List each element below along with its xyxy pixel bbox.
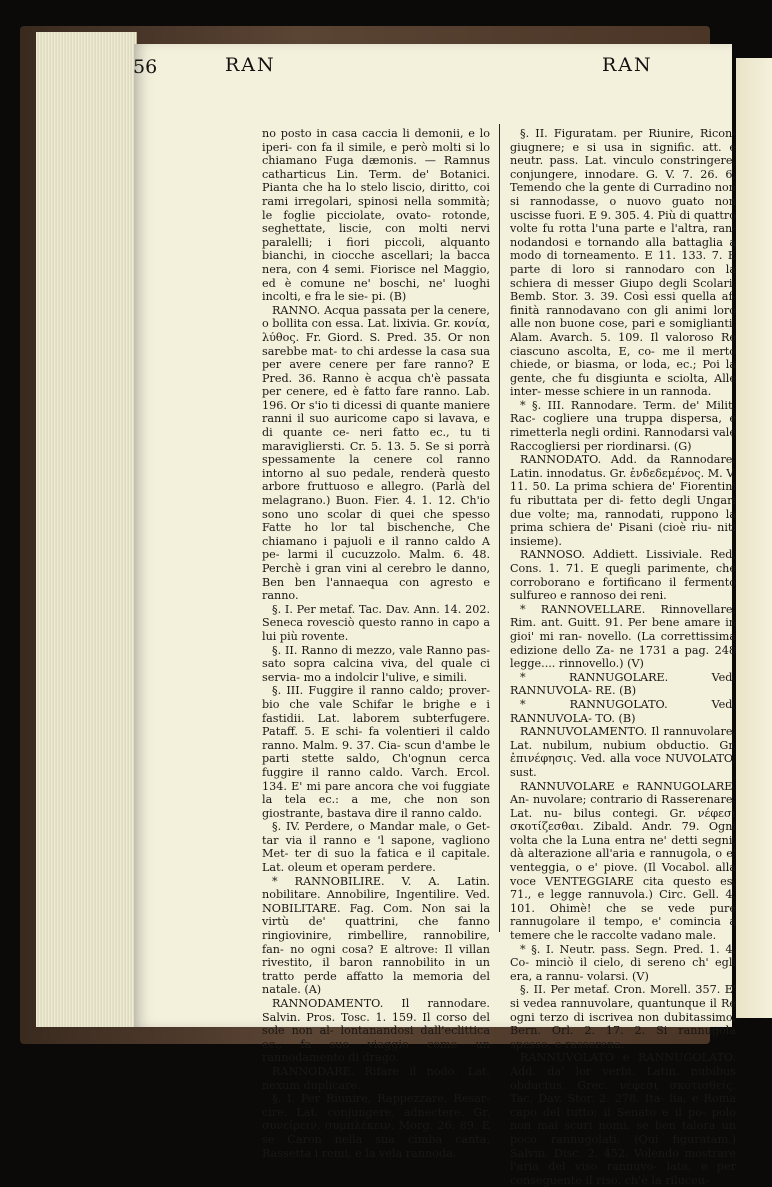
entry-paragraph: RANNOSO. Addiett. Lissiviale. Red. Cons. 1. 71. E quegli parimente, che corroborano e fortificano il fermento sulfureo e rannoso dei reni.	[510, 548, 736, 603]
entry-paragraph: * §. I. Neutr. pass. Segn. Pred. 1. 4. Co- minciò il cielo, di sereno ch' egli era, a rannu- volarsi. (V)	[510, 942, 736, 983]
entry-paragraph: §. III. Fuggire il ranno caldo; prover- bio che vale Schifar le brighe e i fastidii. Lat. laborem subterfugere. Pataff. 5. E schi- fa volentieri il caldo ranno. Malm. 9. 37. Cia- scun d'ambe le parti stette saldo, Ch'ognun cerca fuggire il ranno caldo. Varch. Ercol. 134. E' mi pare ancora che voi fuggiate la tela ec.: a me, che non son giostrante, bastava dire il ranno caldo.	[262, 684, 490, 820]
entry-paragraph: RANNO. Acqua passata per la cenere, o bollita con essa. Lat. lixivia. Gr. κονία, λύθος. Fr. Giord. S. Pred. 35. Or non sarebbe mat- to chi ardesse la casa sua per avere cenere per fare ranno? E Pred. 36. Ranno è acqua ch'è passata per cenere, ed è fatto fare ranno. Lab. 196. Or s'io ti dicessi di quante maniere ranni il suo auricome capo si lavava, e di quante ce- neri fatto ec., tu ti maravigliersti. Cr. 5. 13. 5. Se si porrà spessamente la cenere col ranno intorno al suo pedale, renderà questo arbore fruttuoso e allegro. (Parlà del melagrano.) Buon. Fier. 4. 1. 12. Ch'io sono uno scolar di quei che spesso Fatte ho lor tal bischenche, Che chiamano i pajuoli e il ranno caldo A pe- larmi il cucuzzolo. Malm. 6. 48. Perchè i gran vini al cerebro le danno, Ben ben l'annaequa con agresto e ranno.	[262, 303, 490, 603]
entry-paragraph: * §. III. Rannodare. Term. de' Milit. Rac- cogliere una truppa dispersa, e rimetterla negli ordini. Rannodarsi vale Raccogliersi per riordinarsi. (G)	[510, 398, 736, 453]
entry-paragraph: §. II. Figuratam. per Riunire, Ricon- giugnere; e si usa in signific. att. e neutr. pass. Lat. vinculo constringere, conjungere, innodare. G. V. 7. 26. 6. Temendo che la gente di Curradino non si rannodasse, o nuovo guato non uscisse fuori. E 9. 305. 4. Più di quattro volte fu rotta l'una parte e l'altra, ran- nodandosi e tornando alla battaglia a modo di torneamento. E 11. 133. 7. E parte di loro si rannodaro con la schiera di messer Giupo degli Scolari. Bemb. Stor. 3. 39. Così essi quella af- finità rannodavano con gli animi loro alle non buone cose, pari e somiglianti. Alam. Avarch. 5. 109. Il valoroso Re ciascuno ascolta, E, co- me il merto chiede, or biasma, or loda, ec.; Poi la gente, che fu disgiunta e sciolta, Alle inter- messe schiere in un rannoda.	[510, 127, 736, 399]
entry-paragraph: * RANNUGOLARE. Ved. RANNUVOLA- RE. (B)	[510, 670, 736, 698]
entry-paragraph: * RANNOBILIRE. V. A. Latin. nobilitare. Annobilire, Ingentilire. Ved. NOBILITARE. Fag. Com. Non sai la virtù de' quattrini, che fanno ringiovinire, rimbellire, rannobilire, fan- no ogni cosa? E altrove: Il villan rivestito, il baron rannobilito in un tratto perde affatto la memoria del natale. (A)	[262, 874, 490, 997]
right-column	[510, 127, 736, 1187]
running-head	[0, 52, 772, 82]
entry-paragraph: §. I. Per metaf. Tac. Dav. Ann. 14. 202. Seneca rovesciò questo ranno in capo a lui più rovente.	[262, 602, 490, 643]
entry-paragraph: RANNODAMENTO. Il rannodare. Salvin. Pros. Tosc. 1. 159. Il corso del sole non al- lontanandosi dall'eclittica ec., fa suo viaggio come un rannodamento di drago.	[262, 997, 490, 1065]
entry-paragraph: RANNODATO. Add. da Rannodare. Latin. innodatus. Gr. ἐνδεδεμένος. M. V. 11. 50. La prima schiera de' Fiorentini fu ributtata per di- fetto degli Ungari due volte; ma, rannodati, ruppono la prima schiera de' Pisani (cioè riu- niti insieme).	[510, 453, 736, 548]
header-left: RAN	[225, 54, 276, 76]
facing-page-edge	[736, 58, 772, 1018]
entry-paragraph: §. IV. Perdere, o Mandar male, o Get- tar via il ranno e 'l sapone, vagliono Met- ter di suo la fatica e il capitale. Lat. oleum et operam perdere.	[262, 820, 490, 875]
entry-paragraph: no posto in casa caccia li demonii, e lo iperi- con fa il simile, e però molti si lo chiamano Fuga dæmonis. — Ramnus catharticus Lin. Term. de' Botanici. Pianta che ha lo stelo liscio, diritto, coi rami irregolari, spinosi nella sommità; le foglie picciolate, ovato- rotonde, seghettate, liscie, con molti nervi paralelli; i fiori piccoli, alquanto bianchi, in ciocche ascellari; la bacca nera, con 4 semi. Fiorisce nel Maggio, ed è comune ne' boschi, ne' luoghi incolti, e fra le sie- pi. (B)	[262, 127, 490, 304]
entry-paragraph: §. II. Per metaf. Cron. Morell. 357. E' si vedea rannuvolare, quantunque il Re ogni terzo di iscrivea non dubitassimo. Bern. Orl. 2. 17. 2. Si rannugola spesso, e rasserena.	[510, 983, 736, 1051]
entry-paragraph: RANNODARE. Rifare il nodo. Lat. nexum duplicare.	[262, 1064, 490, 1092]
entry-paragraph: RANNUVOLARE e RANNUGOLARE. An- nuvolare; contrario di Rasserenare. Lat. nu- bilus contegi. Gr. νέφεσι σκοτίζεσθαι. Zibald. Andr. 79. Ogni volta che la Luna entra ne' detti segni, dà alterazione all'aria e rannugola, o e' venteggia, o e' piove. (Il Vocabol. alla voce VENTEGGIARE cita questo es. 71., e legge rannuvola.) Circ. Gell. 4. 101. Ohimè! che se vede pure rannugolare il tempo, e' comincia a temere che le raccolte vadano male.	[510, 779, 736, 943]
entry-paragraph: §. II. Ranno di mezzo, vale Ranno pas- sato sopra calcina viva, del quale ci servia- mo a indolcir l'ulive, e simili.	[262, 643, 490, 684]
entry-paragraph: RANNUVOLAMENTO. Il rannuvolare. Lat. nubilum, nubium obductio. Gr. ἐπινέφησις. Ved. alla voce NUVOLATO, sust.	[510, 725, 736, 779]
entry-paragraph: * RANNOVELLARE. Rinnovellare. Rim. ant. Guitt. 91. Per bene amare in gioi' mi ran- novello. (La correttissima edizione dello Za- ne 1731 a pag. 248 legge.... rinnovello.) (V)	[510, 602, 736, 671]
left-column	[262, 127, 490, 1160]
page-number: 56	[133, 56, 158, 78]
page-edges	[36, 32, 137, 1027]
entry-paragraph: * RANNUGOLATO. Ved. RANNUVOLA- TO. (B)	[510, 697, 736, 725]
column-divider	[499, 124, 500, 932]
header-right: RAN	[602, 54, 653, 76]
entry-paragraph: §. I. Per Riunire, Rappezzare, Resar- cire. Lat. conjungere, adnectere. Gr. συνείρειν, συμπλέκειν. Morg. 26. 89. E se Caron nella sua cimba canta, Rassetta i remi, e la vela rannoda.	[262, 1092, 490, 1160]
entry-paragraph: RANNUVOLATO e RANNUGOLATO. Add. da' lor verbi. Latin. nubibus obductus. Grec. νέφεσι σκοτισθείς. Tac. Dav. Stor. 2. 278. Ita- lia, e Roma capo del tutto; il Senato e il po- polo non mai scuri nomi, se ben talora un poco rannugolati. (Qui figuratam.) Salvin. Disc. 2. 452. Volendo mostrare l'aria del viso rannuvo- lata, e per conseguente il riso, ch'è la riluceu-	[510, 1051, 736, 1187]
